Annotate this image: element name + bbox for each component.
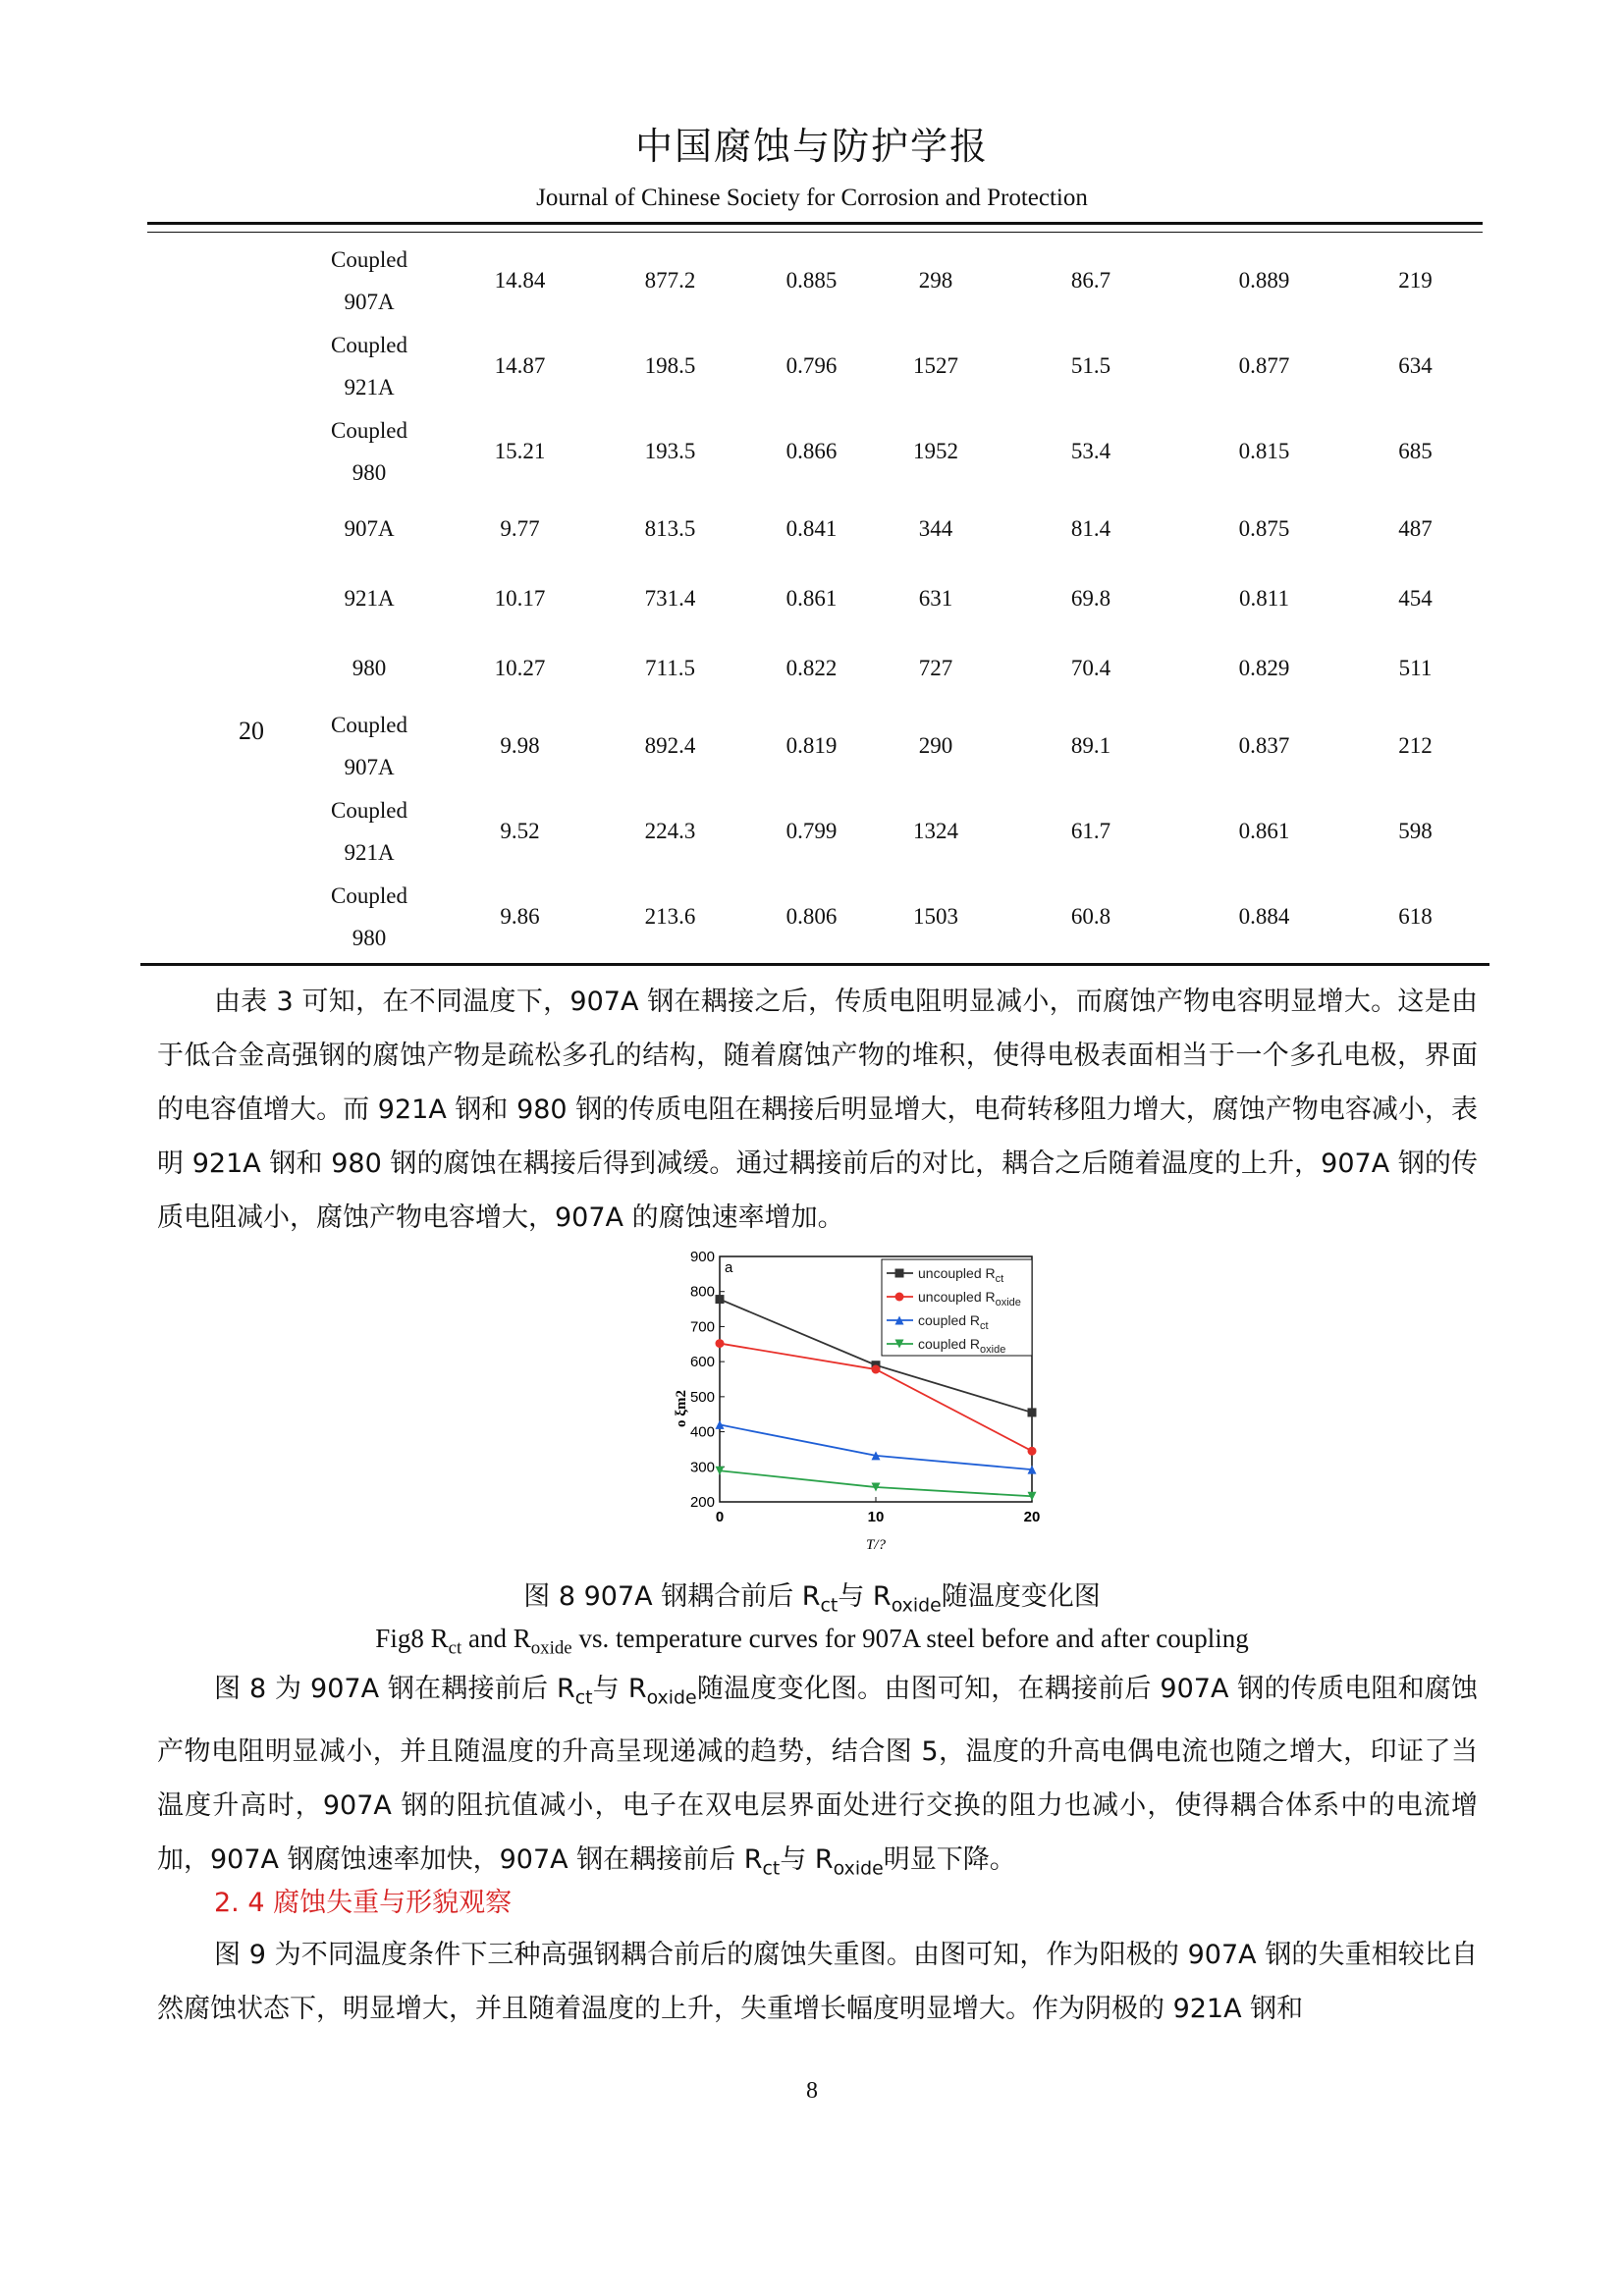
table-bottom-rule — [140, 963, 1489, 966]
row-label-line: Coupled — [331, 246, 407, 272]
y-axis-label: o ξm2 — [674, 1390, 689, 1427]
table-cell: 0.885 — [785, 267, 838, 293]
table-cell: 53.4 — [1070, 438, 1111, 463]
table-group-label: 20 — [239, 717, 264, 745]
table-cell: 685 — [1398, 438, 1433, 463]
table-cell: 298 — [918, 267, 953, 293]
table-row-label — [293, 238, 446, 323]
table-cell: 89.1 — [1070, 732, 1111, 758]
table-cell: 711.5 — [645, 655, 695, 680]
legend-marker — [895, 1293, 904, 1302]
table-cell: 9.98 — [500, 732, 540, 758]
table-cell: 70.4 — [1070, 655, 1111, 680]
table-cell: 14.87 — [494, 352, 546, 378]
table-row — [140, 703, 1489, 788]
table-cell: 727 — [918, 655, 953, 680]
panel-label: a — [725, 1259, 733, 1276]
page-number: 8 — [806, 2078, 818, 2104]
data-point — [1028, 1447, 1037, 1456]
table-cell: 51.5 — [1070, 352, 1111, 378]
table-cell: 10.27 — [494, 655, 546, 680]
row-label-line: Coupled — [331, 712, 407, 737]
data-point — [1028, 1408, 1037, 1416]
row-label-line: 921A — [344, 839, 395, 865]
table-cell-empty — [140, 563, 293, 633]
table-cell: 1527 — [913, 352, 958, 378]
table-cell: 86.7 — [1070, 267, 1111, 293]
figure-caption-en: Fig8 $R_{ct}$ and $R_{oxide}$ vs. temperature curves for 907A steel before and after coupling — [375, 1624, 1249, 1659]
row-label-line: 921A — [344, 374, 395, 400]
line-chart — [668, 1239, 1080, 1577]
table-cell: 290 — [918, 732, 953, 758]
legend-label-sub: oxide — [995, 1297, 1021, 1308]
row-label-line: Coupled — [331, 797, 407, 823]
table-cell: 14.84 — [494, 267, 546, 293]
table-cell: 0.815 — [1238, 438, 1290, 463]
table-cell: 212 — [1398, 732, 1433, 758]
table-cell: 0.822 — [785, 655, 838, 680]
table-row — [140, 323, 1489, 408]
table-cell: 193.5 — [644, 438, 696, 463]
table-row — [140, 563, 1489, 633]
table-cell: 0.889 — [1238, 267, 1290, 293]
table-row — [140, 874, 1489, 959]
table-cell: 198.5 — [644, 352, 696, 378]
table-cell: 0.811 — [1239, 585, 1289, 611]
table-cell: 224.3 — [644, 818, 696, 843]
row-label-line: Coupled — [331, 332, 407, 357]
table-row — [140, 238, 1489, 323]
table-cell: 10.17 — [494, 585, 546, 611]
y-tick-label: 600 — [689, 1354, 715, 1371]
figure-caption-cn: 图 8 907A 钢耦合前后 $R_{ct}$与 $R_{oxide}$随温度变化图 — [523, 1581, 1101, 1617]
table-cell: 877.2 — [644, 267, 696, 293]
table-cell: 0.829 — [1238, 655, 1290, 680]
table-cell: 0.884 — [1238, 903, 1290, 929]
table-cell: 0.861 — [1238, 818, 1290, 843]
table-cell-empty — [140, 494, 293, 563]
table-cell: 511 — [1398, 655, 1433, 680]
table-cell: 0.877 — [1238, 352, 1290, 378]
header-rule — [147, 222, 1483, 225]
table-cell: 454 — [1398, 585, 1433, 611]
table-cell: 1324 — [913, 818, 958, 843]
table-cell: 631 — [918, 585, 953, 611]
y-tick-label: 300 — [689, 1459, 715, 1476]
table-row-label — [293, 788, 446, 874]
row-label-line: Coupled — [331, 417, 407, 443]
journal-title-cn: 中国腐蚀与防护学报 — [634, 125, 989, 168]
y-tick-label: 900 — [689, 1249, 715, 1265]
row-label-line: 907A — [344, 516, 395, 541]
table-cell: 0.841 — [785, 515, 838, 541]
legend-label-sub: ct — [980, 1320, 989, 1332]
x-axis-label: T/? — [865, 1537, 887, 1553]
legend-label: coupled R — [918, 1336, 981, 1352]
paragraph-1: 由表 3 可知，在不同温度下，907A 钢在耦接之后，传质电阻明显减小，而腐蚀产物电容明显增大。这是由于低合金高强钢的腐蚀产物是疏松多孔的结构，随着腐蚀产物的堆积，使得电极表面相当于一个多孔电极，界面的电容值增大。而 921A 钢和 980 钢的传质电阻在耦接后明显增大，电荷转移阻力增大，腐蚀产物电容减小，表明 921A 钢和 980 钢的腐蚀在耦接后得到减缓。通过耦接前后的对比，耦合之后随着温度的上升，907A 钢的传质电阻减小，腐蚀产物电容增大，907A 的腐蚀速率增加。 — [157, 987, 1478, 1233]
y-tick-label: 800 — [689, 1283, 715, 1301]
section-heading: 2. 4 腐蚀失重与形貌观察 — [214, 1888, 513, 1918]
journal-title-en: Journal of Chinese Society for Corrosion and Protection — [536, 185, 1088, 211]
table-cell: 81.4 — [1070, 515, 1111, 541]
table-row-label — [293, 874, 446, 959]
table-cell: 487 — [1398, 515, 1433, 541]
x-tick-label: 0 — [715, 1509, 725, 1525]
table-cell-empty — [140, 788, 293, 874]
table-cell-empty — [140, 703, 293, 788]
y-tick-label: 400 — [689, 1423, 715, 1441]
series-line — [720, 1424, 1032, 1469]
table-row-label — [293, 494, 446, 563]
data-point — [716, 1295, 725, 1304]
table-cell: 0.861 — [785, 585, 838, 611]
legend-label: uncoupled R — [918, 1289, 996, 1305]
table-cell: 598 — [1398, 818, 1433, 843]
table-cell: 0.837 — [1238, 732, 1290, 758]
table-row — [140, 788, 1489, 874]
table-row-label — [293, 703, 446, 788]
data-point — [716, 1339, 725, 1348]
table-cell: 731.4 — [644, 585, 696, 611]
table-cell: 9.77 — [500, 515, 540, 541]
legend-label: coupled R — [918, 1312, 981, 1328]
y-tick-label: 500 — [689, 1388, 715, 1406]
table-cell-empty — [140, 633, 293, 703]
table-cell: 0.875 — [1238, 515, 1290, 541]
table-row-label — [293, 408, 446, 494]
table-cell: 69.8 — [1070, 585, 1111, 611]
table-cell: 892.4 — [644, 732, 696, 758]
table-cell: 9.52 — [500, 818, 540, 843]
legend-label-sub: ct — [995, 1273, 1004, 1285]
x-tick-label: 10 — [867, 1509, 885, 1525]
table-row-label — [293, 633, 446, 703]
y-tick-label: 200 — [689, 1494, 715, 1511]
paragraph-3: 图 9 为不同温度条件下三种高强钢耦合前后的腐蚀失重图。由图可知，作为阳极的 907A 钢的失重相较比自然腐蚀状态下，明显增大，并且随着温度的上升，失重增长幅度明显增大。作为阴极的 921A 钢和 — [157, 1940, 1478, 2024]
row-label-line: 980 — [352, 459, 387, 485]
table-cell: 0.799 — [785, 818, 838, 843]
legend-marker — [895, 1269, 904, 1278]
row-label-line: Coupled — [331, 882, 407, 908]
header-rule-thin — [147, 232, 1483, 233]
table-cell: 0.796 — [785, 352, 838, 378]
table-cell: 634 — [1398, 352, 1433, 378]
table-row-label — [293, 323, 446, 408]
table-cell: 618 — [1398, 903, 1433, 929]
legend-label: uncoupled R — [918, 1265, 996, 1281]
table-row — [140, 494, 1489, 563]
row-label-line: 907A — [344, 289, 395, 314]
table-row — [140, 408, 1489, 494]
row-label-line: 980 — [352, 925, 387, 950]
table-cell: 60.8 — [1070, 903, 1111, 929]
table-cell: 813.5 — [644, 515, 696, 541]
data-table — [140, 238, 1489, 959]
table-cell: 0.866 — [785, 438, 838, 463]
table-cell: 15.21 — [494, 438, 546, 463]
table-row-label — [293, 563, 446, 633]
y-tick-label: 700 — [689, 1318, 715, 1336]
table-cell: 1503 — [913, 903, 958, 929]
row-label-line: 907A — [344, 754, 395, 779]
table-cell: 61.7 — [1070, 818, 1111, 843]
paragraph-2: 图 8 为 907A 钢在耦接前后 $R_{ct}$与 $R_{oxide}$随温度变化图。由图可知，在耦接前后 907A 钢的传质电阻和腐蚀产物电阻明显减小，并且随温度的升高呈现递减的趋势，结合图 5，温度的升高电偶电流也随之增大，印证了当温度升高时，907A 钢的阻抗值减小，电子在双电层界面处进行交换的阻力也减小，使得耦合体系中的电流增加，907A 钢腐蚀速率加快，907A 钢在耦接前后 $R_{ct}$与 $R_{oxide}$明显下降。 — [157, 1674, 1479, 1880]
table-cell: 0.806 — [785, 903, 838, 929]
legend-label-sub: oxide — [980, 1344, 1006, 1356]
table-cell-empty — [140, 874, 293, 959]
table-cell: 0.819 — [785, 732, 838, 758]
table-cell: 1952 — [913, 438, 958, 463]
table-cell-empty — [140, 238, 293, 323]
table-cell-empty — [140, 323, 293, 408]
table-cell: 219 — [1398, 267, 1433, 293]
table-cell: 213.6 — [644, 903, 696, 929]
row-label-line: 980 — [352, 656, 387, 680]
row-label-line: 921A — [344, 586, 395, 611]
table-row — [140, 633, 1489, 703]
x-tick-label: 20 — [1023, 1509, 1041, 1525]
data-point — [872, 1365, 881, 1374]
table-cell: 9.86 — [500, 903, 540, 929]
table-cell-empty — [140, 408, 293, 494]
table-cell: 344 — [918, 515, 953, 541]
